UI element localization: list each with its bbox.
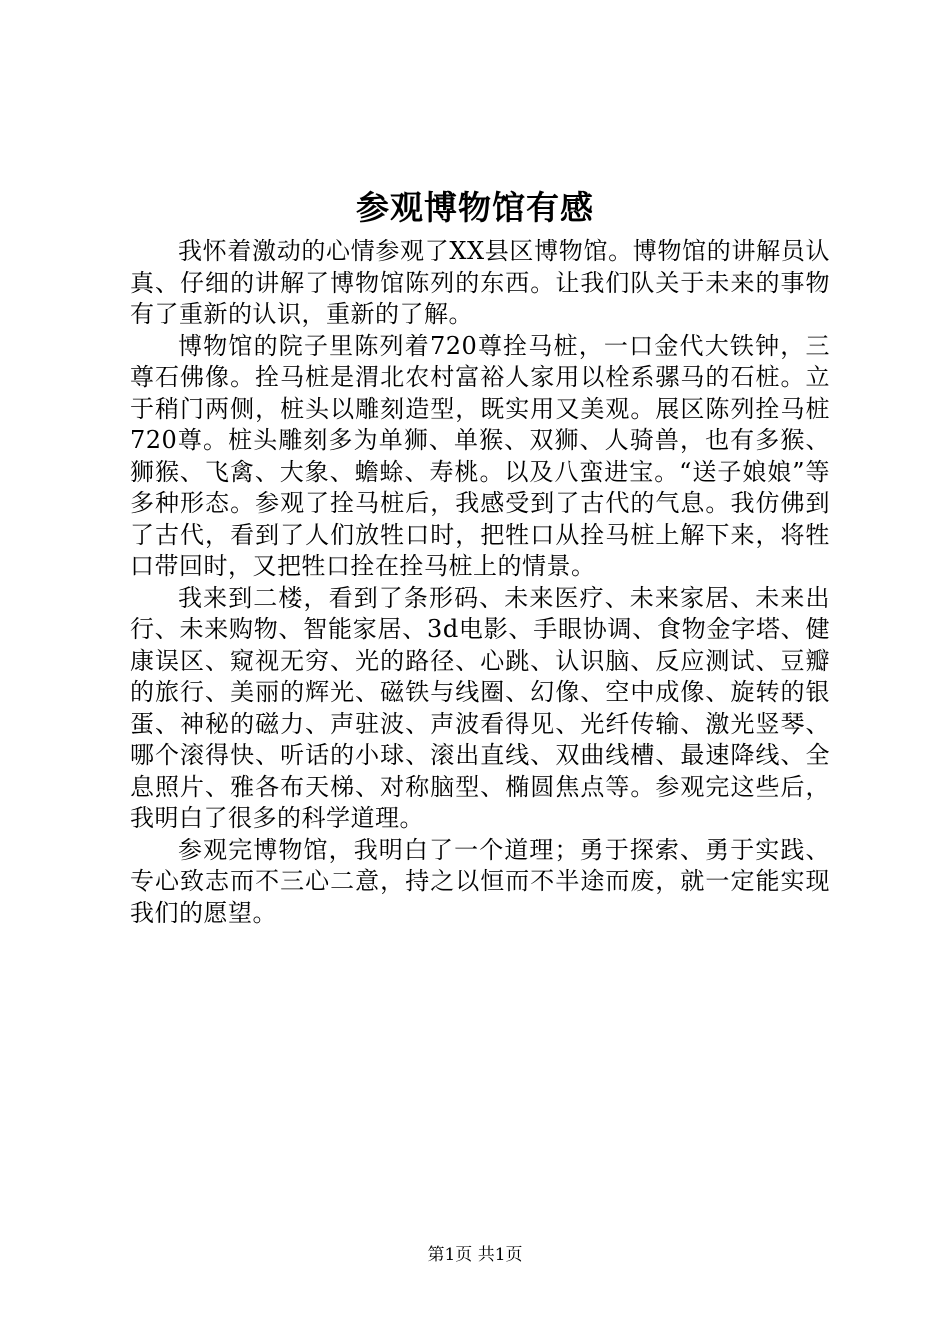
paragraph-1: 我怀着激动的心情参观了XX县区博物馆。博物馆的讲解员认真、仔细的讲解了博物馆陈列的东西。让我们队关于未来的事物有了重新的认识，重新的了解。 [130, 237, 830, 328]
document-title: 参观博物馆有感 [356, 188, 594, 227]
page-number-footer: 第1页 共1页 [427, 1245, 523, 1265]
paragraph-4: 参观完博物馆，我明白了一个道理；勇于探索、勇于实践、专心致志而不三心二意，持之以恒而不半途而废，就一定能实现我们的愿望。 [130, 835, 830, 927]
paragraph-3: 我来到二楼，看到了条形码、未来医疗、未来家居、未来出行、未来购物、智能家居、3d电影、手眼协调、食物金字塔、健康误区、窥视无穷、光的路径、心跳、认识脑、反应测试、豆瓣的旅行、美丽的辉光、磁铁与线圈、幻像、空中成像、旋转的银蛋、神秘的磁力、声驻波、声波看得见、光纤传输、激光竖琴、哪个滚得快、听话的小球、滚出直线、双曲线槽、最速降线、全息照片、雅各布天梯、对称脑型、椭圆焦点等。参观完这些后，我明白了很多的科学道理。 [130, 583, 830, 832]
document-body [130, 236, 830, 929]
paragraph-2: 博物馆的院子里陈列着720尊拴马桩，一口金代大铁钟，三尊石佛像。拴马桩是渭北农村富裕人家用以栓系骡马的石桩。立于稍门两侧，桩头以雕刻造型，既实用又美观。展区陈列拴马桩720尊。桩头雕刻多为单狮、单猴、双狮、人骑兽，也有多猴、狮猴、飞禽、大象、蟾蜍、寿桃。以及八蛮进宝。“送子娘娘”等多种形态。参观了拴马桩后，我感受到了古代的气息。我仿佛到了古代，看到了人们放牲口时，把牲口从拴马桩上解下来，将牲口带回时，又把牲口拴在拴马桩上的情景。 [130, 331, 830, 580]
